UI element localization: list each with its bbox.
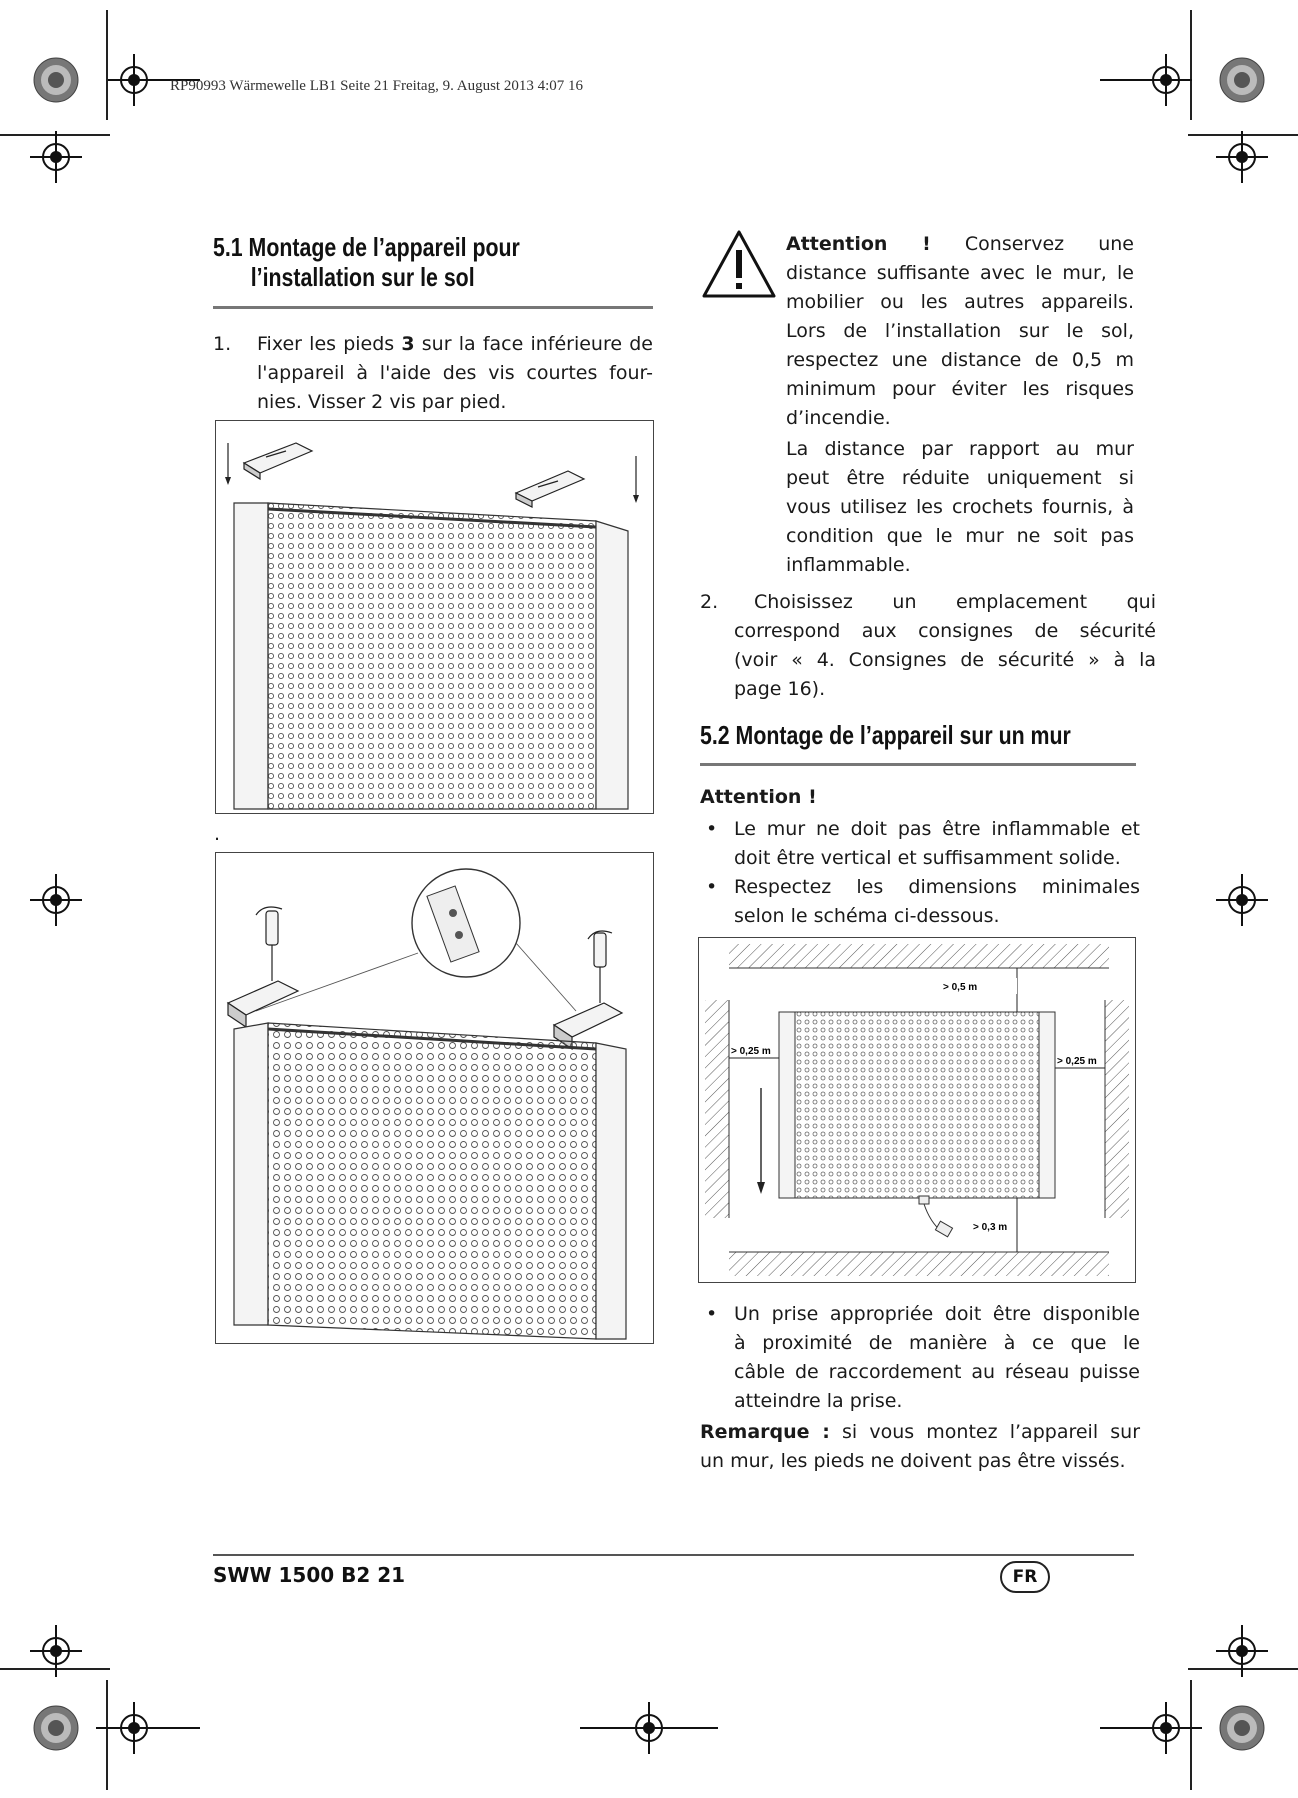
attention-line: vous utilisez les crochets fournis, à <box>786 496 1134 518</box>
screwdriver-right <box>588 931 612 1003</box>
figure-feet-screwing <box>215 852 654 1344</box>
bullet-socket <box>700 1300 1140 1416</box>
heater-feet-illustration <box>216 421 653 813</box>
note-label: Remarque : <box>700 1421 830 1443</box>
list-item: • Respectez les dimensions minimales selon le schéma ci-dessous. <box>700 873 1140 931</box>
attention-block <box>786 230 1134 580</box>
print-header: RP90993 Wärmewelle LB1 Seite 21 Freitag, 9. August 2013 4:07 16 <box>170 78 584 94</box>
section-title-line: l’installation sur le sol <box>250 262 475 292</box>
step-line: correspond aux consignes de sécurité <box>734 620 1156 642</box>
attention-line: minimum pour éviter les risques <box>786 378 1134 400</box>
wall-left <box>705 1000 729 1218</box>
attention-label: Attention ! <box>786 233 931 255</box>
list-item: • Le mur ne doit pas être inflammable et doit être vertical et suffisamment solide. <box>700 815 1140 873</box>
attention-line: respectez une distance de 0,5 m <box>786 349 1134 371</box>
step-line: nies. Visser 2 vis par pied. <box>257 391 507 413</box>
list-item: • Un prise appropriée doit être disponible à proximité de manière à ce que le câble de raccordement au réseau puisse atteindre la prise. <box>700 1300 1140 1416</box>
feet-screwing-illustration <box>216 853 653 1343</box>
section-rule <box>700 763 1136 766</box>
step-number: 2. <box>700 591 719 613</box>
section-title-line: 5.1 Montage de l’appareil pour <box>213 232 520 262</box>
footer-model-page: SWW 1500 B2 21 <box>213 1563 406 1587</box>
attention-line: Lors de l’installation sur le sol, <box>786 320 1134 342</box>
language-badge: FR <box>1000 1561 1050 1593</box>
step-2 <box>700 588 1156 704</box>
section-rule <box>213 306 653 309</box>
attention-line: distance suffisante avec le mur, le <box>786 262 1134 284</box>
wall-right <box>1105 1000 1129 1218</box>
part-number: 3 <box>401 333 415 355</box>
section-title-5-1 <box>213 232 520 292</box>
bullet-icon: • <box>706 818 718 840</box>
foot-left <box>228 981 298 1027</box>
attention-2-label: Attention ! <box>700 786 817 808</box>
step-line: Fixer les pieds 3 sur la face inférieure de <box>257 333 653 355</box>
step-line: l'appareil à l'aide des vis courtes four- <box>257 362 653 384</box>
attention-line: condition que le mur ne soit pas <box>786 525 1134 547</box>
label-left: > 0,25 m <box>731 1046 771 1057</box>
label-right: > 0,25 m <box>1057 1056 1097 1067</box>
step-line: Choisissez un emplacement qui <box>754 591 1156 613</box>
bullet-icon: • <box>706 876 718 898</box>
figure-wall-clearance <box>698 937 1136 1283</box>
stray-dot: . <box>214 823 221 845</box>
attention-line: inflammable. <box>786 554 911 576</box>
footer-rule <box>213 1554 1134 1556</box>
step-number: 1. <box>213 333 232 355</box>
note-line: Remarque : si vous montez l’appareil sur <box>700 1421 1141 1443</box>
attention-line: Attention ! Conservez une <box>786 233 1134 255</box>
heater-front <box>779 1012 1055 1198</box>
attention-line: peut être réduite uniquement si <box>786 467 1134 489</box>
attention-line: mobilier ou les autres appareils. <box>786 291 1134 313</box>
note-line: un mur, les pieds ne doivent pas être vissés. <box>700 1450 1126 1472</box>
foot-right <box>516 471 584 507</box>
clearance-diagram <box>699 938 1135 1282</box>
note <box>700 1418 1140 1476</box>
screwdriver-left <box>256 907 282 981</box>
section-title-5-2: 5.2 Montage de l’appareil sur un mur <box>700 720 1071 750</box>
figure-feet-placement <box>215 420 654 814</box>
step-line: (voir « 4. Consignes de sécurité » à la <box>734 649 1156 671</box>
plug-cable <box>919 1196 953 1237</box>
heater-body <box>234 503 628 809</box>
label-bottom: > 0,3 m <box>973 1222 1008 1233</box>
detail-circle <box>256 869 576 1011</box>
step-line: page 16). <box>734 678 826 700</box>
step-1 <box>213 330 653 417</box>
wall-top <box>729 944 1109 968</box>
floor <box>729 1252 1109 1276</box>
label-top: > 0,5 m <box>943 982 978 993</box>
bullet-list <box>700 815 1140 931</box>
warning-triangle-icon <box>700 228 778 300</box>
heater-body <box>234 1023 626 1339</box>
foot-left <box>244 443 312 479</box>
bullet-icon: • <box>706 1303 718 1325</box>
attention-line: La distance par rapport au mur <box>786 438 1134 460</box>
attention-line: d’incendie. <box>786 407 891 429</box>
